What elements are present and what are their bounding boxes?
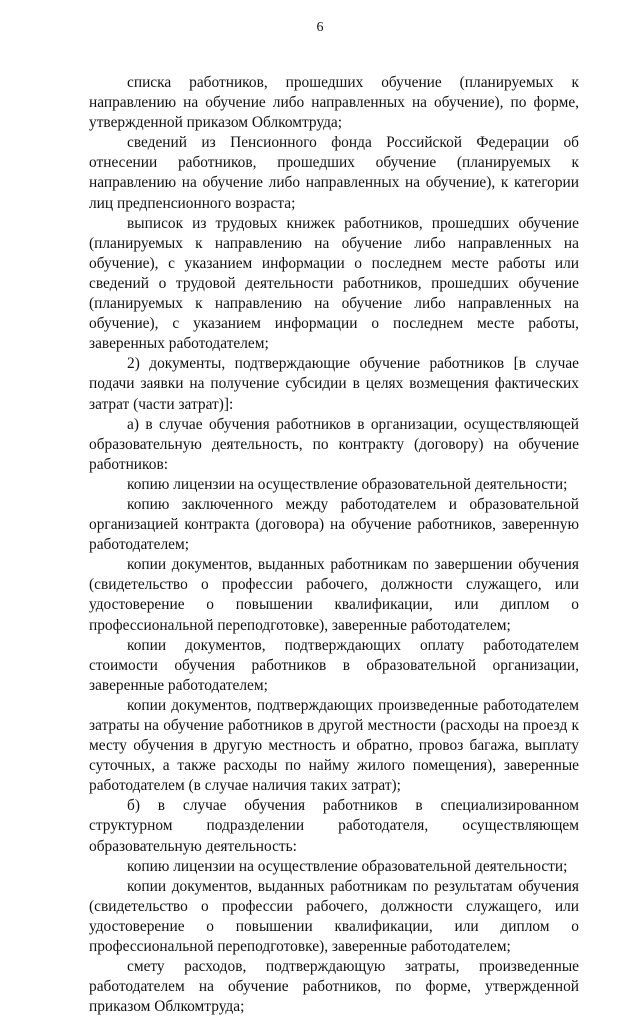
paragraph-11: б) в случае обучения работников в специализированном структурном подразделении работодателя, осуществляющем образовательную деятельность: <box>89 797 579 855</box>
page-number: 6 <box>316 20 324 35</box>
paragraph-1: списка работников, прошедших обучение (планируемых к направлению на обучение либо направленных на обучение), по форме, утвержденной приказом Облкомтруда; <box>89 74 579 132</box>
paragraph-8: копии документов, выданных работникам по завершении обучения (свидетельство о профессии рабочего, должности служащего, или удостоверение о повышении квалификации, или диплом о профессиональной переподготовке), заверенные работодателем; <box>89 556 579 634</box>
document-body <box>89 73 579 1017</box>
paragraph-12: копию лицензии на осуществление образовательной деятельности; <box>127 857 568 875</box>
paragraph-10: копии документов, подтверждающих произведенные работодателем затраты на обучение работников в другой местности (расходы на проезд к месту обучения в другую местность и обратно, провоз багажа, выплату суточных, а также расходы по найму жилого помещения), заверенные работодателем (в случае наличия таких затрат); <box>89 696 579 795</box>
paragraph-13: копии документов, выданных работникам по результатам обучения (свидетельство о профессии рабочего, должности служащего, или удостоверение о повышении квалификации, или диплом о профессиональной переподготовке), заверенные работодателем; <box>89 877 579 956</box>
paragraph-14: смету расходов, подтверждающую затраты, произведенные работодателем на обучение работников, по форме, утвержденной приказом Облкомтруда; <box>89 958 579 1016</box>
paragraph-5: а) в случае обучения работников в организации, осуществляющей образовательную деятельность, по контракту (договору) на обучение работников: <box>89 415 579 473</box>
paragraph-7: копию заключенного между работодателем и образовательной организацией контракта (договора) на обучение работников, заверенную работодателем; <box>89 495 579 554</box>
paragraph-2: сведений из Пенсионного фонда Российской Федерации об отнесении работников, прошедших обучение (планируемых к направлению на обучение либо направленных на обучение), к категории лиц предпенсионного возраста; <box>89 134 579 212</box>
paragraph-6: копию лицензии на осуществление образовательной деятельности; <box>127 475 568 493</box>
paragraph-3: выписок из трудовых книжек работников, прошедших обучение (планируемых к направлению на обучение либо направленных на обучение), с указанием информации о последнем месте работы или сведений о трудовой деятельности работников, прошедших обучение (планируемых к направлению на обучение либо направленных на обучение), с указанием информации о последнем месте работы, заверенных работодателем; <box>89 214 579 353</box>
paragraph-9: копии документов, подтверждающих оплату работодателем стоимости обучения работников в образовательной организации, заверенные работодателем; <box>89 636 579 694</box>
paragraph-4: 2) документы, подтверждающие обучение работников [в случае подачи заявки на получение субсидии в целях возмещения фактических затрат (части затрат)]: <box>89 355 579 413</box>
